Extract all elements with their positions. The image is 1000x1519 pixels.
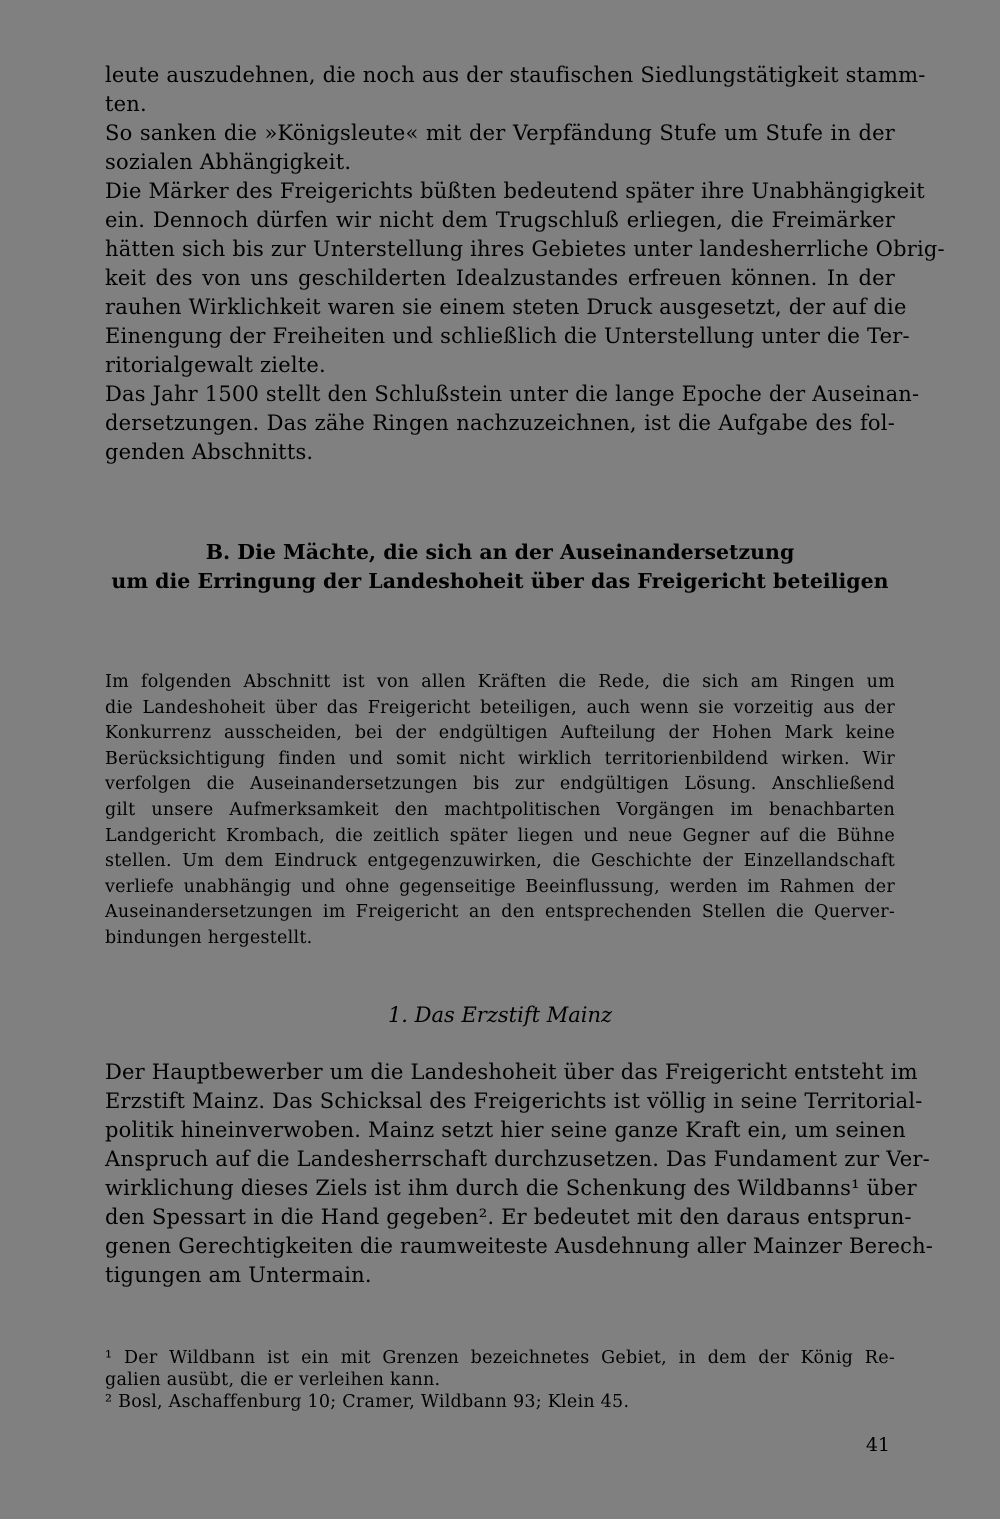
section-heading (80, 538, 920, 596)
text-line: Die Märker des Freigerichts büßten bedeutend später ihre Unabhängigkeit (105, 179, 925, 203)
text-line: Einengung der Freiheiten und schließlich die Unterstellung unter die Ter- (105, 324, 910, 348)
text-line: tigungen am Untermain. (105, 1263, 372, 1287)
text-line: Berücksichtigung finden und somit nicht wirklich territorienbildend wirken. Wir (105, 748, 895, 769)
text-line: rauhen Wirklichkeit waren sie einem steten Druck ausgesetzt, der auf die (105, 295, 907, 319)
text-line: wirklichung dieses Ziels ist ihm durch die Schenkung des Wildbanns¹ über (105, 1176, 917, 1200)
text-line: ein. Dennoch dürfen wir nicht dem Trugschluß erliegen, die Freimärker (105, 208, 895, 232)
text-line: die Landeshoheit über das Freigericht beteiligen, auch wenn sie vorzeitig aus der (105, 697, 895, 718)
footnote-line: ¹ Der Wildbann ist ein mit Grenzen bezeichnetes Gebiet, in dem der König Re- (105, 1348, 895, 1368)
text-line: leute auszudehnen, die noch aus der staufischen Siedlungstätigkeit stamm- (105, 63, 926, 87)
footnote-line: ² Bosl, Aschaffenburg 10; Cramer, Wildbann 93; Klein 45. (105, 1392, 630, 1412)
footnotes (105, 1347, 895, 1413)
text-line: verfolgen die Auseinandersetzungen bis zur endgültigen Lösung. Anschließend (105, 774, 895, 795)
text-line: Erzstift Mainz. Das Schicksal des Freigerichts ist völlig in seine Territorial- (105, 1089, 923, 1113)
text-line: ritorialgewalt zielte. (105, 353, 326, 377)
section-heading-line: B. Die Mächte, die sich an der Auseinandersetzung (205, 540, 795, 564)
text-line: gilt unsere Aufmerksamkeit den machtpolitischen Vorgängen im benachbarten (105, 799, 895, 820)
subsection-heading: 1. Das Erzstift Mainz (387, 1003, 613, 1027)
text-line: genen Gerechtigkeiten die raumweiteste Ausdehnung aller Mainzer Berech- (105, 1234, 934, 1258)
text-line: politik hineinverwoben. Mainz setzt hier seine ganze Kraft ein, um seinen (105, 1118, 906, 1142)
page-number: 41 (865, 1434, 890, 1456)
text-line: Anspruch auf die Landesherrschaft durchzusetzen. Das Fundament zur Ver- (105, 1147, 930, 1171)
text-line: genden Abschnitts. (105, 440, 314, 464)
text-line: So sanken die »Königsleute« mit der Verpfändung Stufe um Stufe in der (105, 121, 895, 145)
text-line: verliefe unabhängig und ohne gegenseitige Beeinflussung, werden im Rahmen der (105, 876, 895, 897)
text-line: stellen. Um dem Eindruck entgegenzuwirken, die Geschichte der Einzellandschaft (105, 851, 895, 872)
text-line: Im folgenden Abschnitt ist von allen Kräften die Rede, die sich am Ringen um (105, 672, 895, 692)
text-line: Das Jahr 1500 stellt den Schlußstein unter die lange Epoche der Auseinan- (105, 382, 920, 406)
text-line: Konkurrenz ausscheiden, bei der endgültigen Aufteilung der Hohen Mark keine (105, 723, 895, 744)
text-line: bindungen hergestellt. (105, 927, 313, 948)
text-line: dersetzungen. Das zähe Ringen nachzuzeichnen, ist die Aufgabe des fol- (105, 411, 895, 435)
section-heading-line: um die Erringung der Landeshoheit über das Freigericht beteiligen (111, 569, 889, 593)
section-abstract (105, 670, 895, 952)
text-line: den Spessart in die Hand gegeben². Er bedeutet mit den daraus entsprun- (105, 1205, 912, 1229)
text-line: sozialen Abhängigkeit. (105, 150, 352, 174)
text-line: Auseinandersetzungen im Freigericht an den entsprechenden Stellen die Querver- (105, 902, 895, 923)
text-line: Der Hauptbewerber um die Landeshoheit über das Freigericht entsteht im (105, 1060, 918, 1084)
footnote-line: galien ausübt, die er verleihen kann. (105, 1370, 441, 1390)
text-line: Landgericht Krombach, die zeitlich später liegen und neue Gegner auf die Bühne (105, 825, 895, 846)
mainz-paragraph (105, 1058, 934, 1290)
intro-paragraphs (105, 61, 945, 467)
text-line: ten. (105, 92, 147, 116)
text-line: keit des von uns geschilderten Idealzustandes erfreuen können. In der (105, 266, 895, 290)
text-line: hätten sich bis zur Unterstellung ihres Gebietes unter landesherrliche Obrig- (105, 237, 945, 261)
